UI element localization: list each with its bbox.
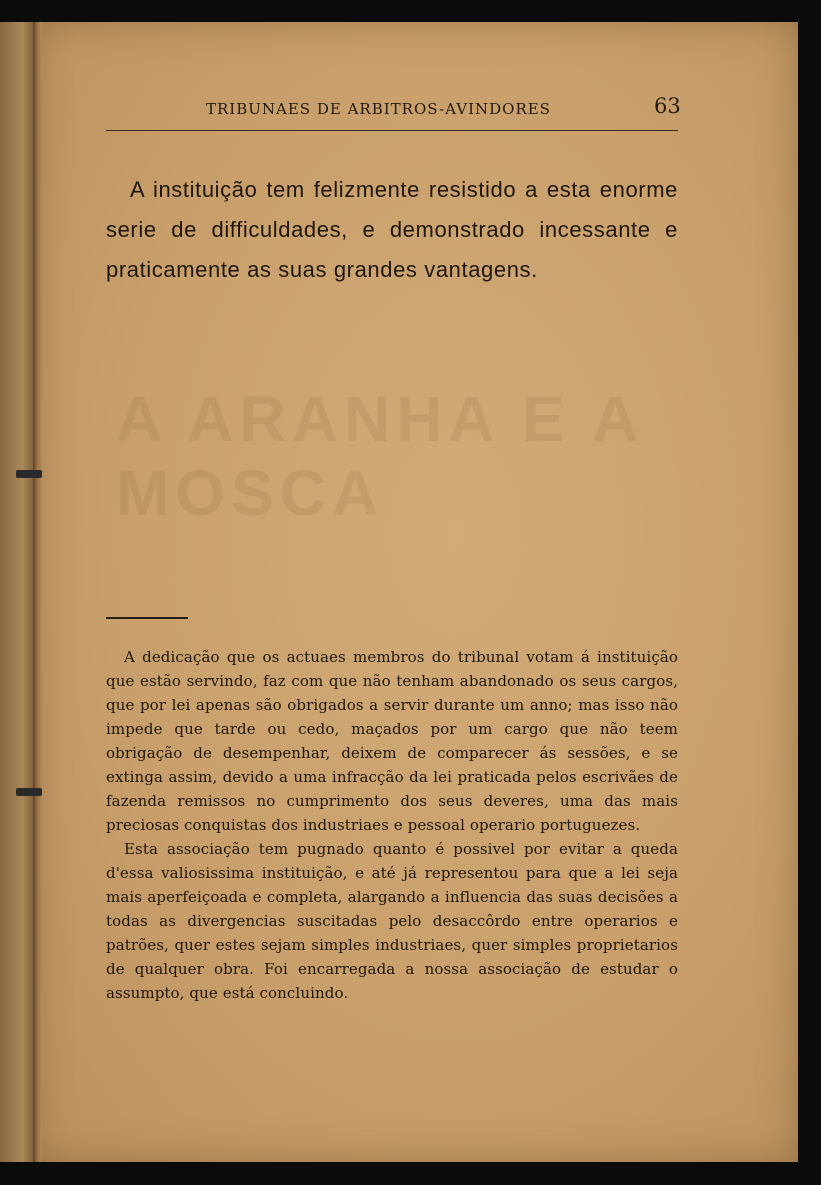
binding-clip-mark [16, 470, 42, 478]
footnote-paragraph: A dedicação que os actuaes membros do tribunal votam á instituição que estão servindo, faz com que não tenham abandonado os seus cargos, que por lei apenas são obrigados a servir durante um anno; mas isso não impede que tarde ou cedo, maçados por um cargo que não teem obrigação de desempenhar, deixem de comparecer ás sessões, e se extinga assim, devido a uma infracção da lei praticada pelos escrivães de fazenda remissos no cumprimento dos seus deveres, uma das mais preciosas conquistas dos industriaes e pessoal operario portuguezes. [106, 648, 678, 834]
footnote-block [106, 645, 678, 1005]
page-number: 63 [654, 94, 681, 118]
running-title: TRIBUNAES DE ARBITROS-AVINDORES [206, 100, 551, 118]
binding-clip-mark [16, 788, 42, 796]
page-header [206, 94, 686, 124]
book-gutter [33, 22, 42, 1162]
footnote-separator [106, 617, 188, 619]
show-through-bleed: A ARANHA E A MOSCA [116, 383, 642, 529]
book-page [36, 22, 798, 1162]
footnote-paragraph: Esta associação tem pugnado quanto é possivel por evitar a queda d'essa valiosissima instituição, e até já representou para que a lei seja mais aperfeiçoada e completa, alargando a influencia das suas decisões a todas as divergencias suscitadas pelo desaccôrdo entre operarios e patrões, quer estes sejam simples industriaes, quer simples proprietarios de qualquer obra. Foi encarregada a nossa associação de estudar o assumpto, que está concluindo. [106, 840, 678, 1002]
main-paragraph: A instituição tem felizmente resistido a esta enorme serie de difficuldades, e demonstrado incessante e praticamente as suas grandes vantagens. [106, 177, 678, 282]
header-rule [106, 130, 678, 131]
